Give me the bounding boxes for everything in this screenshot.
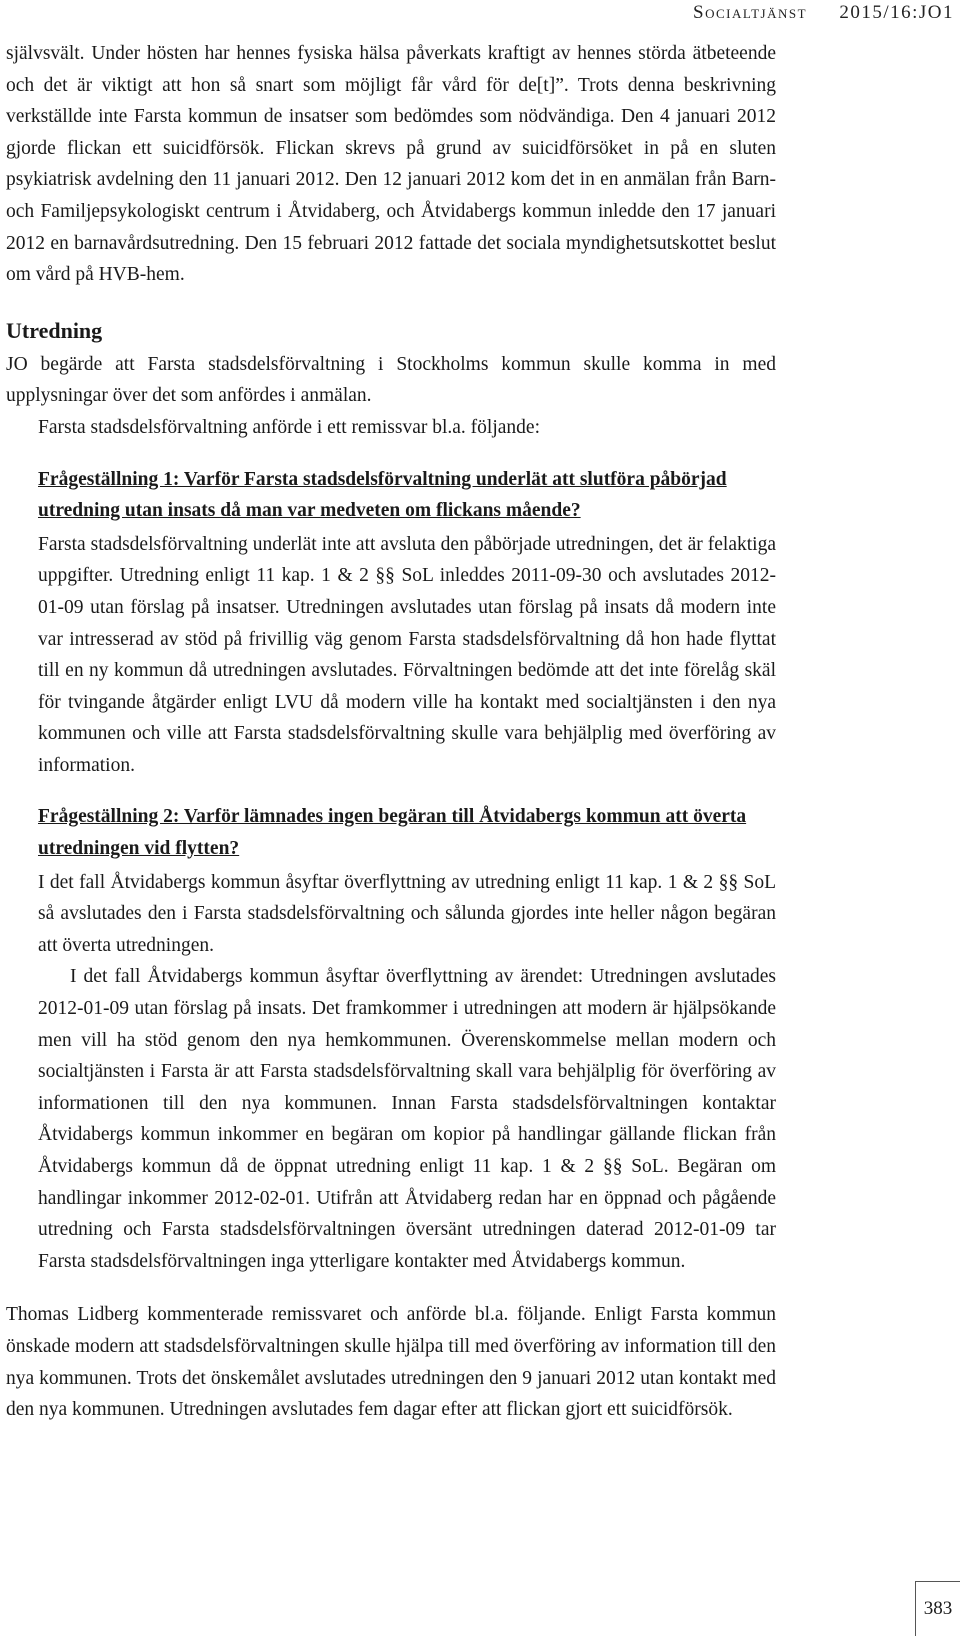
header-document-ref: 2015/16:JO1 xyxy=(839,2,954,23)
page-number: 383 xyxy=(915,1581,960,1636)
quoted-remissvar xyxy=(38,464,776,1278)
closing-paragraph: Thomas Lidberg kommenterade remissvaret och anförde bl.a. följande. Enligt Farsta kommun önskade modern att stadsdelsförvaltningen skulle hjälpa till med överföring av information till den nya kommunen. Trots det önskemålet avslutades utredningen den 9 januari 2012 utan kontakt med den nya kommunen. Utredningen avslutades fem dagar efter att flickan gjort ett suicidförsök. xyxy=(6,1304,776,1421)
question-2-answer-1: I det fall Åtvidabergs kommun åsyftar överflyttning av utredning enligt 11 kap. 1 & 2 §§ SoL så avslutades den i Farsta stadsdelsförvaltning och sålunda gjordes inte heller någon begäran att överta utredningen. xyxy=(38,871,776,956)
intro-paragraph: självsvält. Under hösten har hennes fysiska hälsa påverkats kraftigt av hennes störda ätbeteende och det är viktigt att hon så snart som möjligt får vård för de[t]”. Trots denna beskrivning verkställde inte Farsta kommun de insatser som bedömdes som nödvändiga. Den 4 januari 2012 gjorde flickan ett suicidförsök. Flickan skrevs på grund av suicidförsöket in på en sluten psykiatrisk avdelning den 11 januari 2012. Den 12 januari 2012 kom det in en anmälan från Barn- och Familjepsykologiskt centrum i Åtvidaberg, och Åtvidabergs kommun inledde den 17 januari 2012 en barnavårdsutredning. Den 15 februari 2012 fattade det sociala myndighetsutskottet beslut om vård på HVB-hem. xyxy=(6,43,776,286)
running-header xyxy=(693,2,954,28)
utredning-paragraph-1: JO begärde att Farsta stadsdelsförvaltning i Stockholms kommun skulle komma in med upplysningar över det som anfördes i anmälan. xyxy=(6,353,776,407)
question-2-heading: Frågeställning 2: Varför lämnades ingen begäran till Åtvidabergs kommun att överta utredningen vid flytten? xyxy=(38,806,747,860)
question-1-heading: Frågeställning 1: Varför Farsta stadsdelsförvaltning underlät att slutföra påbörjad utredning utan insats då man var medveten om flickans mående? xyxy=(38,468,727,522)
question-2-answer-2: I det fall Åtvidabergs kommun åsyftar överflyttning av ärendet: Utredningen avslutades 2012-01-09 utan förslag på insats. Det framkommer i utredningen att modern är hjälpsökande men vill ha stöd genom den nya hemkommunen. Överenskommelse mellan modern och socialtjänsten i Farsta är att Farsta stadsdelsförvaltning skall vara behjälplig för överföring av informationen till den nya kommunen. Innan Farsta stadsdelsförvaltningen kontaktar Åtvidabergs kommun inkommer en begäran om kopior på handlingar gällande flickan från Åtvidabergs kommun då de öppnat utredning enligt 11 kap. 1 & 2 §§ SoL. Begäran om handlingar inkommer 2012-02-01. Utifrån att Åtvidaberg redan har en öppnad och pågående utredning och Farsta stadsdelsförvaltningen översänt utredningen daterad 2012-01-09 tar Farsta stadsdelsförvaltningen inga ytterligare kontakter med Åtvidabergs kommun. xyxy=(38,966,776,1272)
question-1-answer: Farsta stadsdelsförvaltning underlät inte att avsluta den påbörjade utredningen, det är felaktiga uppgifter. Utredning enligt 11 kap. 1 & 2 §§ SoL inleddes 2011-09-30 och avslutades 2012-01-09 utan förslag på insatser. Utredningen avslutades utan förslag på insats då modern inte var intresserad av stöd på frivillig väg genom Farsta stadsdelsförvaltning då hon hade flyttat till en ny kommun då utredningen avslutades. Förvaltningen bedömde att det inte förelåg skäl för tvingande åtgärder enligt LVU då modern ville ha kontakt med socialtjänsten i den nya kommunen och ville att Farsta stadsdelsförvaltning skulle vara behjälplig med överföring av information. xyxy=(38,533,776,776)
section-heading-utredning: Utredning xyxy=(6,317,103,343)
page-body xyxy=(6,38,776,1426)
header-section-title: Socialtjänst xyxy=(693,2,808,23)
utredning-paragraph-2: Farsta stadsdelsförvaltning anförde i ett remissvar bl.a. följande: xyxy=(38,416,540,438)
